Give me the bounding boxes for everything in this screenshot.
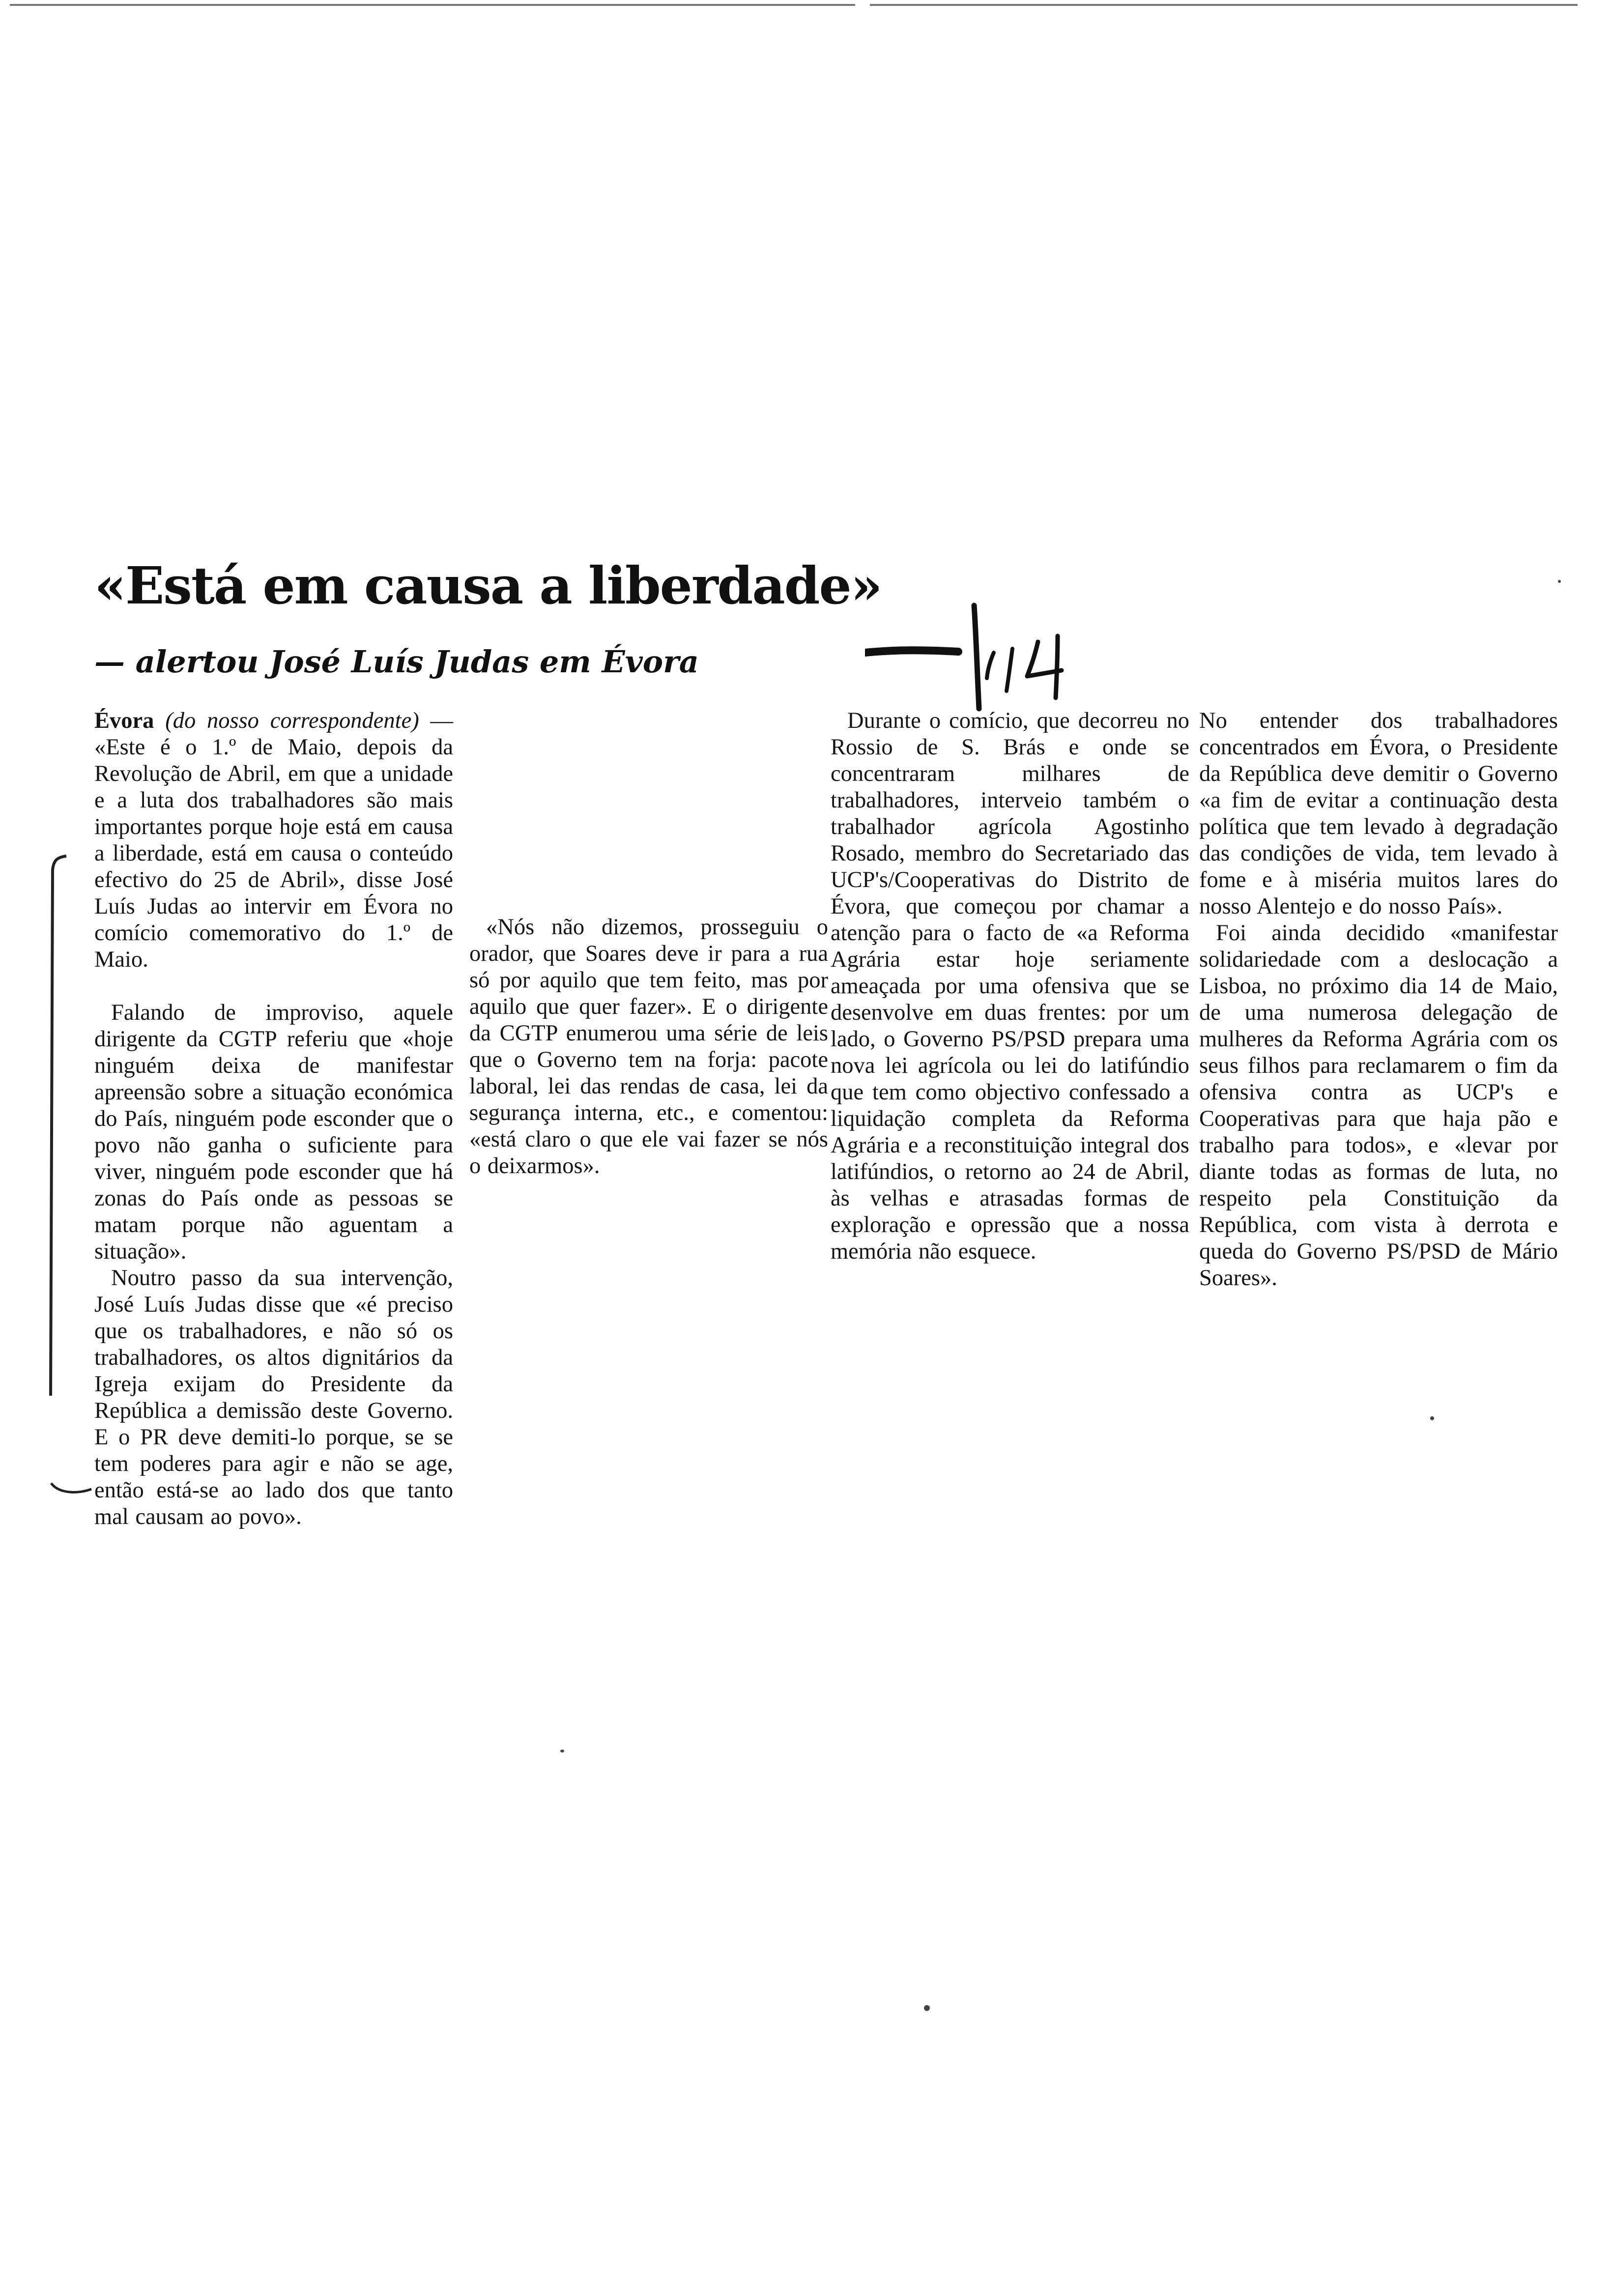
dateline: Évora — [94, 708, 154, 733]
top-border-rule-right — [870, 4, 1578, 6]
article-column-4 — [1199, 708, 1558, 1292]
article-paragraph: Foi ainda decidido «manifestar solidariedade com a deslocação a Lisboa, no próximo dia 14 de Maio, de uma numerosa delegação de mulheres da Reforma Agrária com os seus filhos para reclamarem o fim da ofensiva contra as UCP's e Cooperativas para que haja pão e trabalho para todos», e «levar por diante todas as formas de luta, no respeito pela Constituição da República, com vista à derrota e queda do Governo PS/PSD de Mário Soares». — [1199, 920, 1558, 1291]
article-column-2 — [469, 914, 828, 1179]
scan-speck — [1430, 1416, 1434, 1420]
article-paragraph: Durante o comício, que decorreu no Rossio de S. Brás e onde se concentraram milhares de trabalhadores, interveio também o trabalhador agrícola Agostinho Rosado, membro do Secretariado das UCP's/Cooperativas do Distrito de Évora, que começou por chamar a atenção para o facto de «a Reforma Agrária estar hoje seriamente ameaçada por uma ofensiva que se desenvolve em duas frentes: por um lado, o Governo PS/PSD prepara uma nova lei agrícola ou lei do latifúndio que tem como objectivo confessado a liquidação completa da Reforma Agrária e a reconstituição integral dos latifúndios, o retorno ao 24 de Abril, às velhas e atrasadas formas de exploração e opressão que a nossa memória não esquece. — [831, 708, 1189, 1264]
article-paragraph: Noutro passo da sua intervenção, José Luís Judas disse que «é preciso que os trabalhadores, e não só os trabalhadores, os altos dignitários da Igreja exijam do Presidente da República a demissão deste Governo. E o PR deve demiti-lo porque, se se tem poderes para agir e não se age, então está-se ao lado dos que tanto mal causam ao povo». — [94, 1265, 453, 1529]
article-column-1 — [94, 708, 453, 1530]
scan-speck — [1558, 580, 1561, 583]
margin-bracket-mark — [47, 850, 76, 1401]
top-border-rule-left — [10, 4, 855, 6]
scan-speck — [924, 2005, 930, 2011]
subheadline: — alertou José Luís Judas em Évora — [94, 644, 699, 680]
headline: «Está em causa a liberdade» — [94, 555, 882, 616]
article-paragraph: No entender dos trabalhadores concentrados em Évora, o Presidente da República deve demitir o Governo «a fim de evitar a continuação desta política que tem levado à degradação das condições de vida, tem levado à fome e à miséria muitos lares do nosso Alentejo e do nosso País». — [1199, 708, 1558, 919]
article-paragraph: «Nós não dizemos, prosseguiu o orador, que Soares deve ir para a rua só por aquilo que tem feito, mas por aquilo que quer fazer». E o dirigente da CGTP enumerou uma série de leis que o Governo tem na forja: pacote laboral, lei das rendas de casa, lei da segurança interna, etc., e comentou: «está claro o que ele vai fazer se nós o deixarmos». — [469, 915, 828, 1178]
article-column-3 — [831, 708, 1189, 1265]
byline: (do nosso correspondente) — [165, 708, 419, 733]
article-paragraph — [94, 708, 453, 973]
article-paragraph: Falando de improviso, aquele dirigente da CGTP referiu que «hoje ninguém deixa de manifestar apreensão sobre a situação económica do País, ninguém pode esconder que o povo não ganha o suficiente para viver, ninguém pode esconder que há zonas do País onde as pessoas se matam porque não aguentam a situação». — [94, 1000, 453, 1264]
margin-curve-mark — [49, 1479, 93, 1499]
paragraph-text: — «Este é o 1.º de Maio, depois da Revolução de Abril, em que a unidade e a luta dos trabalhadores são mais importantes porque hoje está em causa a liberdade, está em causa o conteúdo efectivo do 25 de Abril», disse José Luís Judas ao intervir em Évora no comício comemorativo do 1.º de Maio. — [94, 708, 454, 972]
handwritten-annotation — [865, 595, 1121, 713]
scan-speck — [560, 1750, 564, 1752]
